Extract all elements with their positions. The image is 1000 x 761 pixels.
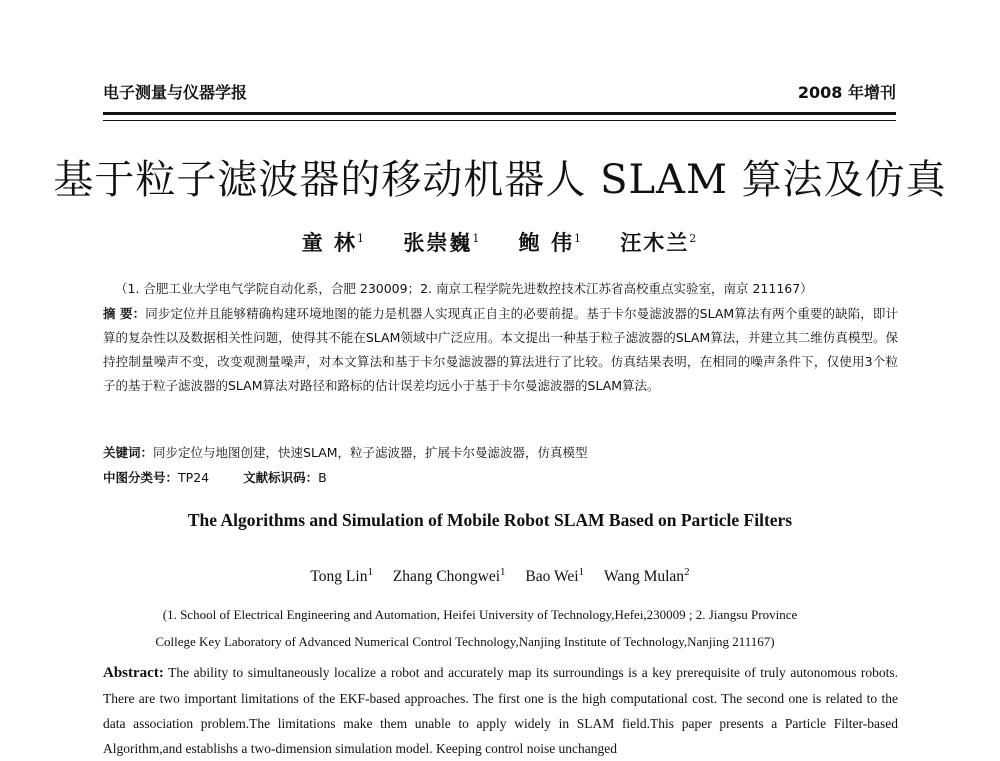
- author-en: Zhang Chongwei$^1$: [392, 566, 506, 586]
- abstract-en-text: The ability to simultaneously localize a robot and accurately map its surroundings is a key prerequisite of truly autonomous robots. There are two important limitations of the EKF-based approaches. The first one is the high computational cost. The second one is related to the data association problem.The limitations make them unable to apply widely in SLAM field.This paper presents a Particle Filter-based Algorithm,and establishs a two-dimension simulation model. Keeping control noise unchanged: [103, 665, 898, 756]
- author-cn: 汪木兰$^2$: [620, 230, 699, 255]
- classification-line: [103, 466, 898, 490]
- paper-title-en: The Algorithms and Simulation of Mobile Robot SLAM Based on Particle Filters: [187, 510, 793, 530]
- header-rule-thick: [103, 112, 896, 115]
- author-list-cn: [0, 227, 1000, 257]
- keywords-cn-label: 关键词：: [103, 445, 154, 460]
- running-header: [103, 80, 896, 103]
- abstract-cn-label: 摘 要：: [103, 306, 146, 321]
- clc-label: 中图分类号：: [103, 470, 179, 485]
- journal-name: 电子测量与仪器学报: [103, 83, 248, 102]
- author-en: Wang Mulan$^2$: [603, 566, 690, 586]
- abstract-cn: [103, 302, 898, 398]
- doc-code-value: B: [318, 470, 327, 485]
- affiliation-cn: （1. 合肥工业大学电气学院自动化系，合肥 230009；2. 南京工程学院先进数控技术江苏省高校重点实验室，南京 211167）: [115, 281, 813, 296]
- author-cn: 张崇巍$^1$: [403, 230, 482, 255]
- author-en: Tong Lin$^1$: [310, 566, 373, 586]
- paper-title-cn: 基于粒子滤波器的移动机器人 SLAM 算法及仿真: [53, 157, 947, 203]
- affiliation-en-line2: College Key Laboratory of Advanced Numerical Control Technology,Nanjing Institute of Technology,Nanjing 211167): [155, 634, 775, 649]
- doc-code-label: 文献标识码：: [243, 470, 319, 485]
- issue-label: 2008 年增刊: [797, 83, 896, 102]
- keywords-cn: [103, 441, 898, 465]
- affiliation-en-line1: (1. School of Electrical Engineering and Automation, Heifei University of Technology,Hefei,230009 ; 2. Jiangsu Province: [162, 607, 798, 622]
- author-cn: 鲍 伟$^1$: [518, 230, 583, 255]
- author-en: Bao Wei$^1$: [525, 566, 585, 586]
- abstract-en: [103, 660, 898, 761]
- clc-value: TP24: [178, 470, 210, 485]
- author-cn: 童 林$^1$: [301, 230, 367, 255]
- abstract-en-label: Abstract:: [103, 665, 164, 681]
- keywords-cn-text: 同步定位与地图创建，快速SLAM，粒子滤波器，扩展卡尔曼滤波器，仿真模型: [153, 445, 588, 460]
- header-rule-thin: [103, 120, 896, 121]
- abstract-cn-text: 同步定位并且能够精确构建环境地图的能力是机器人实现真正自主的必要前提。基于卡尔曼滤波器的SLAM算法有两个重要的缺陷，即计算的复杂性以及数据相关性问题，使得其不能在SLAM领域中广泛应用。本文提出一种基于粒子滤波器的SLAM算法，并建立其二维仿真模型。保持控制量噪声不变，改变观测量噪声，对本文算法和基于卡尔曼滤波器的算法进行了比较。仿真结果表明，在相同的噪声条件下，仅使用3个粒子的基于粒子滤波器的SLAM算法对路径和路标的估计误差均远小于基于卡尔曼滤波器的SLAM算法。: [103, 306, 898, 393]
- author-list-en: [0, 566, 1000, 586]
